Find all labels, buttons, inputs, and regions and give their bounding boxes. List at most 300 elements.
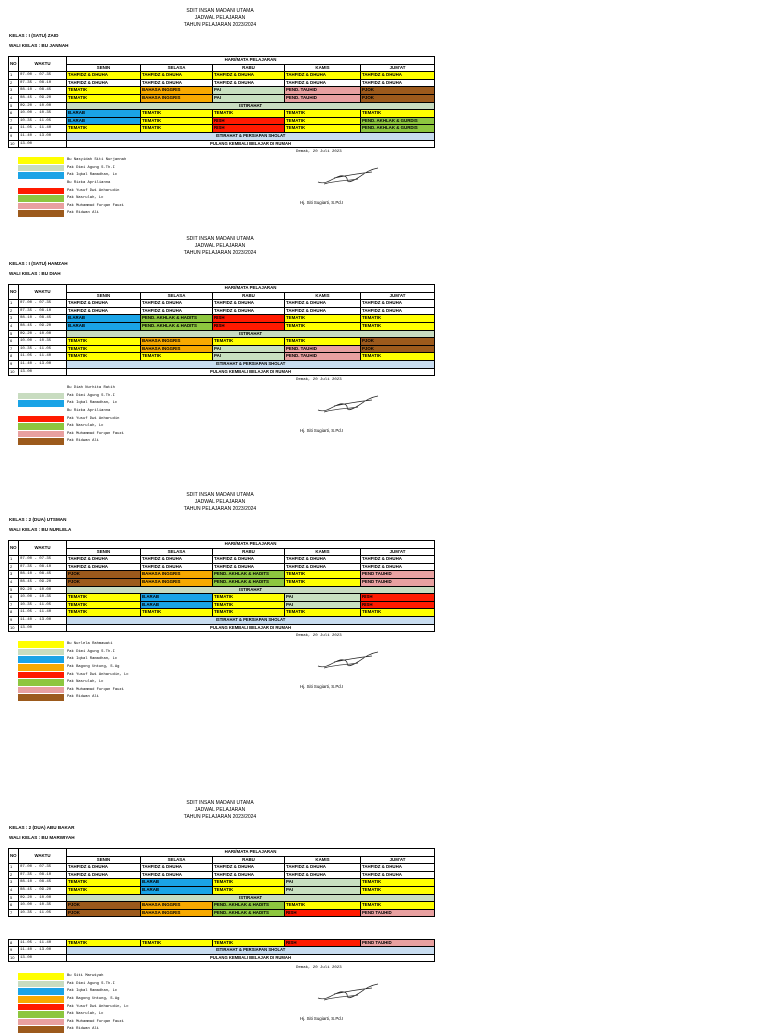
day-header: KAMIS — [285, 856, 361, 864]
break-row-istirahat: ISTIRAHAT — [67, 102, 435, 110]
legend-teacher-name: Pak Dimi Agung S.Th.I — [67, 981, 115, 986]
subject-cell: TAHFIDZ & DHUHA — [141, 79, 213, 87]
legend-teacher-name: Pak Ridwan Ali — [67, 1027, 99, 1032]
signature-date: Demak, 20 Juli 2023 — [296, 377, 342, 382]
row-number: 5 — [9, 894, 19, 902]
document-header — [0, 492, 440, 513]
homeroom-teacher: WALI KELAS : BU JANNAH — [9, 43, 69, 48]
row-time: 11.05 - 11.40 — [19, 353, 67, 361]
class-name: KELAS : 2 (DUA) UTSMAN — [9, 517, 67, 522]
subject-cell: BAHASA INGGRIS — [141, 578, 213, 586]
subject-cell: TAHFIDZ & DHUHA — [361, 871, 435, 879]
signatory-name: Hj. Siti Sugiarti, S.Pd.I — [300, 199, 344, 205]
table-row — [9, 556, 435, 564]
legend-teacher-name: Pak Ridwan Ali — [67, 695, 99, 700]
subject-cell: PEND TAUHID — [361, 578, 435, 586]
row-time: 07.00 - 07.35 — [19, 864, 67, 872]
legend-teacher-name: Bu Rizka Aprilianna — [67, 409, 111, 414]
row-time: 08.45 - 09.20 — [19, 94, 67, 102]
day-header: RABU — [213, 292, 285, 300]
legend-swatch — [18, 641, 64, 648]
row-number: 2 — [9, 563, 19, 571]
row-number: 4 — [9, 578, 19, 586]
row-number: 1 — [9, 72, 19, 80]
document-title: JADWAL PELAJARAN — [194, 499, 246, 505]
day-header: JUM'AT — [361, 64, 435, 72]
table-row — [9, 87, 435, 95]
subject-cell: TAHFIDZ & DHUHA — [141, 864, 213, 872]
day-header: SELASA — [141, 64, 213, 72]
subject-cell: TEMATIK — [361, 315, 435, 323]
row-time: 07.35 - 08.10 — [19, 871, 67, 879]
row-number: 6 — [9, 902, 19, 910]
signature-image — [314, 164, 384, 190]
subject-cell: TEMATIK — [141, 117, 213, 125]
table-row — [9, 110, 435, 118]
row-time: 10.00 - 10.35 — [19, 594, 67, 602]
col-header-waktu: WAKTU — [19, 57, 67, 72]
table-row — [9, 886, 435, 894]
subject-cell: TAHFIDZ & DHUHA — [67, 871, 141, 879]
legend-swatch — [18, 431, 64, 438]
legend-teacher-name: Pak Iqbal Ramadhan, Lc — [67, 173, 118, 178]
table-row — [9, 125, 435, 133]
table-row — [9, 894, 435, 902]
row-number: 10 — [9, 624, 19, 632]
legend-swatch — [18, 423, 64, 430]
subject-cell: TEMATIK — [361, 886, 435, 894]
subject-cell: TEMATIK — [285, 609, 361, 617]
day-header: JUM'AT — [361, 292, 435, 300]
subject-cell: TEMATIK — [67, 125, 141, 133]
table-row — [9, 132, 435, 140]
row-time: 10.00 - 10.35 — [19, 338, 67, 346]
break-row-sholat: ISTIRAHAT & PERSIAPAN SHOLAT — [67, 616, 435, 624]
subject-cell: PEND. AKHLAK & HADITS — [141, 322, 213, 330]
document-header — [0, 236, 440, 257]
subject-cell: B.ARAB — [67, 117, 141, 125]
subject-cell: TAHFIDZ & DHUHA — [213, 556, 285, 564]
col-header-no: NO — [9, 285, 19, 300]
row-number: 10 — [9, 954, 19, 962]
row-time: 11.40 - 13.00 — [19, 360, 67, 368]
row-number: 1 — [9, 556, 19, 564]
subject-cell: TAHFIDZ & DHUHA — [141, 307, 213, 315]
row-time: 08.45 - 09.20 — [19, 578, 67, 586]
document-title: JADWAL PELAJARAN — [194, 243, 246, 249]
homeroom-teacher: WALI KELAS : BU MARWIYAH — [9, 835, 75, 840]
col-header-hari: HARI/MATA PELAJARAN — [67, 541, 435, 549]
subject-cell: BAHASA INGGRIS — [141, 338, 213, 346]
row-time: 08.10 - 08.45 — [19, 879, 67, 887]
row-time: 10.35 - 11.05 — [19, 345, 67, 353]
subject-cell: TAHFIDZ & DHUHA — [361, 307, 435, 315]
table-row — [9, 871, 435, 879]
subject-cell: TEMATIK — [67, 609, 141, 617]
subject-cell: PJOK — [361, 87, 435, 95]
legend-teacher-name: Pak Muhammad Furqan Fauzi — [67, 203, 124, 208]
subject-cell: TEMATIK — [285, 322, 361, 330]
table-row — [9, 102, 435, 110]
homeroom-teacher: WALI KELAS : BU NURLELA — [9, 527, 72, 532]
row-number: 2 — [9, 871, 19, 879]
row-time: 08.10 - 08.45 — [19, 87, 67, 95]
row-number: 10 — [9, 140, 19, 148]
row-number: 5 — [9, 102, 19, 110]
subject-cell: TAHFIDZ & DHUHA — [285, 307, 361, 315]
legend-swatch — [18, 679, 64, 686]
table-row — [9, 345, 435, 353]
legend-teacher-name: Pak Yusuf Dwi Anharudin — [67, 188, 120, 193]
subject-cell: TEMATIK — [361, 902, 435, 910]
subject-cell: TAHFIDZ & DHUHA — [141, 300, 213, 308]
legend-swatch — [18, 195, 64, 202]
legend-teacher-name: Pak Nasrulah, Lc — [67, 1012, 104, 1017]
table-row — [9, 616, 435, 624]
subject-cell: TEMATIK — [285, 110, 361, 118]
subject-cell: TAHFIDZ & DHUHA — [213, 864, 285, 872]
document-title: JADWAL PELAJARAN — [194, 807, 246, 813]
legend-swatch — [18, 694, 64, 701]
subject-cell: TAHFIDZ & DHUHA — [285, 563, 361, 571]
row-number: 8 — [9, 125, 19, 133]
table-row — [9, 94, 435, 102]
subject-cell: RISH — [213, 322, 285, 330]
legend-teacher-name: Pak Nasrulah, Lc — [67, 424, 104, 429]
subject-cell: B.ARAB — [141, 601, 213, 609]
subject-cell: TEMATIK — [67, 939, 141, 947]
row-time: 07.35 - 08.10 — [19, 307, 67, 315]
subject-cell: TAHFIDZ & DHUHA — [213, 563, 285, 571]
subject-cell: PAI — [285, 601, 361, 609]
class-name: KELAS : I (SATU) HAMZAH — [9, 261, 68, 266]
signature-image — [314, 648, 384, 674]
legend-swatch — [18, 996, 64, 1003]
subject-cell: PAI — [213, 345, 285, 353]
legend-teacher-name: Pak Bagong Untung, S.Ag — [67, 997, 120, 1002]
row-number: 4 — [9, 322, 19, 330]
subject-cell: TAHFIDZ & DHUHA — [141, 72, 213, 80]
table-row — [9, 624, 435, 632]
legend-teacher-name: Pak Dimi Agung S.Th.I — [67, 649, 115, 654]
row-time: 11.40 - 13.00 — [19, 132, 67, 140]
subject-cell: PEND TAUHID — [361, 571, 435, 579]
subject-cell: TEMATIK — [67, 601, 141, 609]
row-time: 13.00 — [19, 624, 67, 632]
table-row — [9, 609, 435, 617]
legend-teacher-name: Bu Rizka Aprilianna — [67, 181, 111, 186]
signature-date: Demak, 20 Juli 2023 — [296, 149, 342, 154]
subject-cell: TEMATIK — [285, 902, 361, 910]
table-row — [9, 902, 435, 910]
day-header: SELASA — [141, 856, 213, 864]
subject-cell: BAHASA INGGRIS — [141, 902, 213, 910]
school-name: SDIT INSAN MADANI UTAMA — [186, 8, 254, 14]
legend-teacher-name: Pak Iqbal Ramadhan, Lc — [67, 401, 118, 406]
day-header: JUM'AT — [361, 856, 435, 864]
subject-cell: TEMATIK — [141, 353, 213, 361]
legend-teacher-name: Pak Ridwan Ali — [67, 439, 99, 444]
legend-swatch — [18, 988, 64, 995]
signature-image — [314, 980, 384, 1006]
table-row — [9, 586, 435, 594]
subject-cell: TEMATIK — [213, 609, 285, 617]
subject-cell: TAHFIDZ & DHUHA — [361, 563, 435, 571]
day-header: RABU — [213, 64, 285, 72]
subject-cell: RISH — [285, 909, 361, 917]
subject-cell: TEMATIK — [213, 886, 285, 894]
day-header: JUM'AT — [361, 548, 435, 556]
table-row — [9, 594, 435, 602]
legend-swatch — [18, 687, 64, 694]
table-row — [9, 368, 435, 376]
school-name: SDIT INSAN MADANI UTAMA — [186, 236, 254, 242]
col-header-waktu: WAKTU — [19, 541, 67, 556]
subject-cell: TAHFIDZ & DHUHA — [67, 79, 141, 87]
subject-cell: PEND. AKHLAK & HADITS — [141, 315, 213, 323]
subject-cell: PEND TAUHID — [361, 939, 435, 947]
subject-cell: TEMATIK — [285, 125, 361, 133]
subject-cell: PEND TAUHID — [361, 909, 435, 917]
subject-cell: PJOK — [361, 94, 435, 102]
row-time: 11.05 - 11.40 — [19, 125, 67, 133]
legend-teacher-name: Pak Muhammad Furqan Fauzi — [67, 687, 124, 692]
row-number: 10 — [9, 368, 19, 376]
break-row-istirahat: ISTIRAHAT — [67, 330, 435, 338]
col-header-hari: HARI/MATA PELAJARAN — [67, 849, 435, 857]
col-header-waktu: WAKTU — [19, 849, 67, 864]
row-time: 07.00 - 07.35 — [19, 556, 67, 564]
subject-cell: PEND. TAUHID — [285, 94, 361, 102]
break-row-sholat: ISTIRAHAT & PERSIAPAN SHOLAT — [67, 947, 435, 955]
legend-swatch — [18, 210, 64, 217]
day-header: KAMIS — [285, 292, 361, 300]
subject-cell: TEMATIK — [285, 117, 361, 125]
subject-cell: B.ARAB — [67, 322, 141, 330]
subject-cell: PAI — [213, 353, 285, 361]
signatory-name: Hj. Siti Sugiarti, S.Pd.I — [300, 427, 344, 433]
subject-cell: TEMATIK — [67, 886, 141, 894]
subject-cell: TEMATIK — [361, 322, 435, 330]
table-row — [9, 563, 435, 571]
table-row — [9, 939, 435, 947]
legend-swatch — [18, 203, 64, 210]
subject-cell: TEMATIK — [213, 601, 285, 609]
legend-teacher-name: Pak Yusuf Dwi Anharudin, Lc — [67, 1004, 129, 1009]
row-time: 08.45 - 09.20 — [19, 322, 67, 330]
day-header: KAMIS — [285, 548, 361, 556]
subject-cell: PEND. AKHLAK & GURDIS — [361, 117, 435, 125]
legend-swatch — [18, 1019, 64, 1026]
table-row — [9, 307, 435, 315]
legend-swatch — [18, 973, 64, 980]
subject-cell: PEND. TAUHID — [285, 87, 361, 95]
subject-cell: BAHASA INGGRIS — [141, 909, 213, 917]
subject-cell: TEMATIK — [285, 571, 361, 579]
subject-cell: TAHFIDZ & DHUHA — [213, 871, 285, 879]
row-number: 7 — [9, 601, 19, 609]
signature-date: Demak, 20 Juli 2023 — [296, 633, 342, 638]
legend-swatch — [18, 664, 64, 671]
table-row — [9, 79, 435, 87]
table-row — [9, 909, 435, 917]
break-row-pulang: PULANG KEMBALI BELAJAR DI RUMAH — [67, 954, 435, 962]
legend-teacher-name: Pak Dimi Agung S.Th.I — [67, 165, 115, 170]
table-row — [9, 338, 435, 346]
legend-teacher-name: Bu Siti Marwiyah — [67, 974, 104, 979]
legend-teacher-name: Pak Iqbal Ramadhan, Lc — [67, 657, 118, 662]
row-number: 9 — [9, 616, 19, 624]
row-time: 11.40 - 13.00 — [19, 947, 67, 955]
row-number: 6 — [9, 110, 19, 118]
subject-cell: BAHASA INGGRIS — [141, 87, 213, 95]
subject-cell: PJOK — [67, 571, 141, 579]
subject-cell: B.ARAB — [141, 886, 213, 894]
subject-cell: TAHFIDZ & DHUHA — [213, 300, 285, 308]
subject-cell: TAHFIDZ & DHUHA — [361, 300, 435, 308]
subject-cell: PJOK — [67, 578, 141, 586]
row-number: 4 — [9, 886, 19, 894]
col-header-hari: HARI/MATA PELAJARAN — [67, 285, 435, 293]
table-row — [9, 864, 435, 872]
row-number: 9 — [9, 132, 19, 140]
schedule-table — [8, 848, 435, 917]
table-row — [9, 353, 435, 361]
subject-cell: PEND. TAUHID — [285, 353, 361, 361]
subject-cell: TEMATIK — [141, 110, 213, 118]
row-time: 13.00 — [19, 954, 67, 962]
document-header — [0, 8, 440, 29]
schedule-table — [8, 939, 435, 963]
day-header: SENIN — [67, 856, 141, 864]
row-time: 11.05 - 11.40 — [19, 939, 67, 947]
subject-cell: TAHFIDZ & DHUHA — [361, 79, 435, 87]
subject-cell: TAHFIDZ & DHUHA — [141, 871, 213, 879]
subject-cell: TEMATIK — [141, 939, 213, 947]
table-row — [9, 947, 435, 955]
break-row-pulang: PULANG KEMBALI BELAJAR DI RUMAH — [67, 368, 435, 376]
row-time: 08.10 - 08.45 — [19, 315, 67, 323]
subject-cell: TAHFIDZ & DHUHA — [285, 871, 361, 879]
subject-cell: TEMATIK — [67, 353, 141, 361]
legend-swatch — [18, 165, 64, 172]
subject-cell: PEND. AKHLAK & HADITS — [213, 909, 285, 917]
legend-teacher-name: Bu Nasyidah Siti Nurjannah — [67, 158, 127, 163]
subject-cell: B.ARAB — [67, 315, 141, 323]
subject-cell: TAHFIDZ & DHUHA — [361, 864, 435, 872]
subject-cell: PEND. AKHLAK & HADITS — [213, 902, 285, 910]
homeroom-teacher: WALI KELAS : BU DIAH — [9, 271, 61, 276]
subject-cell: TAHFIDZ & DHUHA — [285, 864, 361, 872]
legend-swatch — [18, 656, 64, 663]
academic-year: TAHUN PELAJARAN 2023/2024 — [183, 506, 257, 512]
legend-swatch — [18, 438, 64, 445]
subject-cell: TAHFIDZ & DHUHA — [213, 79, 285, 87]
legend-swatch — [18, 672, 64, 679]
table-row — [9, 117, 435, 125]
subject-cell: RISH — [285, 939, 361, 947]
day-header: RABU — [213, 548, 285, 556]
row-time: 10.35 - 11.05 — [19, 909, 67, 917]
subject-cell: TEMATIK — [285, 578, 361, 586]
subject-cell: TEMATIK — [285, 338, 361, 346]
subject-cell: PAI — [285, 879, 361, 887]
day-header: SENIN — [67, 64, 141, 72]
subject-cell: TEMATIK — [361, 353, 435, 361]
subject-cell: TAHFIDZ & DHUHA — [285, 556, 361, 564]
subject-cell: PJOK — [67, 902, 141, 910]
subject-cell: BAHASA INGGRIS — [141, 345, 213, 353]
row-number: 6 — [9, 338, 19, 346]
school-name: SDIT INSAN MADANI UTAMA — [186, 800, 254, 806]
legend-swatch — [18, 408, 64, 415]
subject-cell: TAHFIDZ & DHUHA — [285, 72, 361, 80]
legend-teacher-name: Pak Iqbal Ramadhan, Lc — [67, 989, 118, 994]
document-header — [0, 800, 440, 821]
class-name: KELAS : 2 (DUA) ABU BAKAR — [9, 825, 75, 830]
row-time: 09.20 - 10.00 — [19, 894, 67, 902]
col-header-no: NO — [9, 541, 19, 556]
row-number: 1 — [9, 864, 19, 872]
subject-cell: RISH — [361, 594, 435, 602]
legend-teacher-name: Pak Yusuf Dwi Anharudin — [67, 416, 120, 421]
legend-teacher-name: Pak Muhammad Furqan Fauzi — [67, 431, 124, 436]
subject-cell: TAHFIDZ & DHUHA — [141, 563, 213, 571]
table-row — [9, 72, 435, 80]
subject-cell: TEMATIK — [213, 939, 285, 947]
subject-cell: TAHFIDZ & DHUHA — [213, 307, 285, 315]
col-header-no: NO — [9, 57, 19, 72]
school-name: SDIT INSAN MADANI UTAMA — [186, 492, 254, 498]
row-time: 10.00 - 10.35 — [19, 110, 67, 118]
document-title: JADWAL PELAJARAN — [194, 15, 246, 21]
subject-cell: TEMATIK — [141, 125, 213, 133]
subject-cell: TAHFIDZ & DHUHA — [67, 300, 141, 308]
day-header: KAMIS — [285, 64, 361, 72]
subject-cell: PJOK — [361, 345, 435, 353]
row-number: 5 — [9, 330, 19, 338]
schedule-table — [8, 56, 435, 148]
row-number: 3 — [9, 315, 19, 323]
table-row — [9, 578, 435, 586]
row-time: 09.20 - 10.00 — [19, 102, 67, 110]
subject-cell: PEND. TAUHID — [285, 345, 361, 353]
row-number: 3 — [9, 571, 19, 579]
subject-cell: TEMATIK — [285, 315, 361, 323]
table-row — [9, 601, 435, 609]
row-time: 10.35 - 11.05 — [19, 117, 67, 125]
row-number: 8 — [9, 939, 19, 947]
row-number: 2 — [9, 307, 19, 315]
legend-swatch — [18, 393, 64, 400]
break-row-pulang: PULANG KEMBALI BELAJAR DI RUMAH — [67, 140, 435, 148]
subject-cell: TAHFIDZ & DHUHA — [67, 864, 141, 872]
row-time: 13.00 — [19, 140, 67, 148]
subject-cell: PAI — [285, 594, 361, 602]
subject-cell: TEMATIK — [361, 879, 435, 887]
subject-cell: TAHFIDZ & DHUHA — [285, 79, 361, 87]
table-row — [9, 140, 435, 148]
subject-cell: RISH — [213, 117, 285, 125]
subject-cell: TEMATIK — [67, 879, 141, 887]
break-row-istirahat: ISTIRAHAT — [67, 586, 435, 594]
subject-cell: TEMATIK — [213, 338, 285, 346]
subject-cell: TEMATIK — [67, 94, 141, 102]
row-number: 8 — [9, 609, 19, 617]
subject-cell: RISH — [361, 601, 435, 609]
row-number: 9 — [9, 947, 19, 955]
legend-teacher-name: Pak Bagong Untung, S.Ag — [67, 665, 120, 670]
